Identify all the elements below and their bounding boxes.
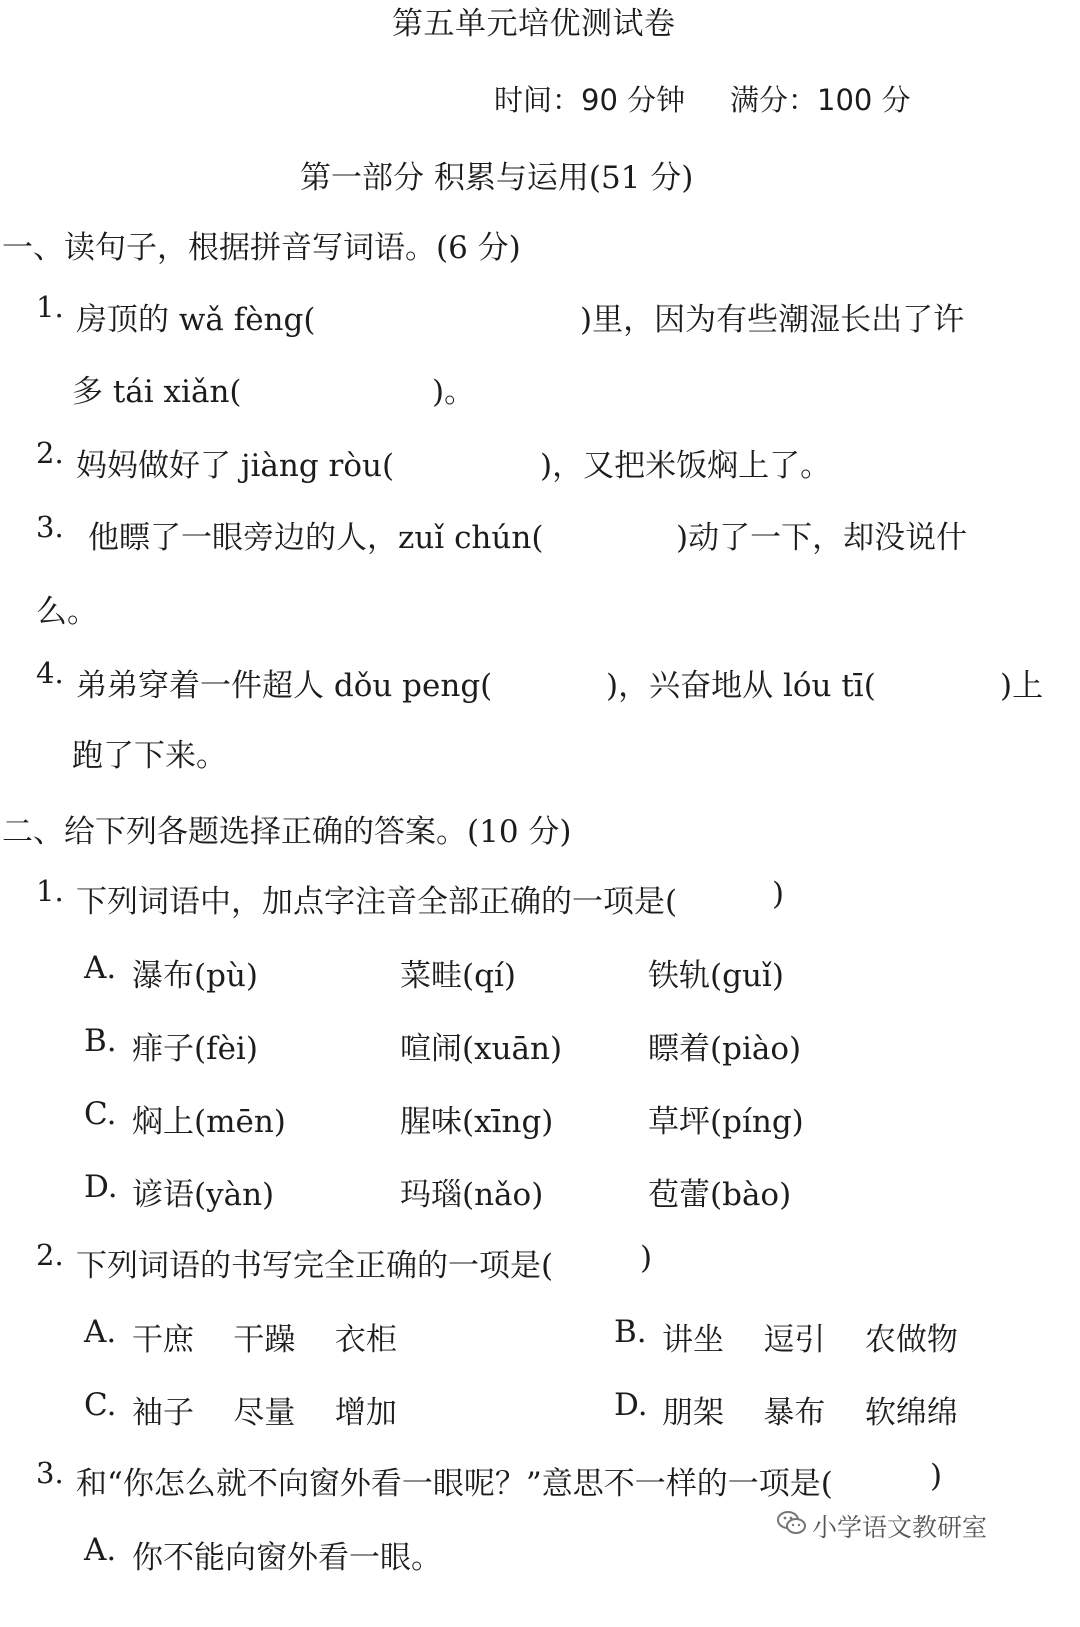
s1-q4-text-a: 弟弟穿着一件超人 dǒu peng( [76,668,493,704]
exam-full-score: 满分：100 分 [730,83,911,117]
s2-q1-option-word: 谚语(yàn) [132,1177,275,1213]
s2-q1-option-word: 铁轨(guǐ) [648,958,784,994]
s2-q1-option-word: 菜畦(qí) [400,958,516,994]
s2-q1-option-word: 瞟着(piào) [648,1031,802,1067]
s1-q4-number: 4. [36,656,64,690]
section2-title: 二、给下列各题选择正确的答案。 [2,814,467,850]
s1-q2-number: 2. [36,436,64,470]
s1-q2-text-b: )，又把米饭焖上了。 [540,448,832,484]
s1-q2-text-a: 妈妈做好了 jiàng ròu( [76,448,395,484]
s1-q3-text-b: )动了一下，却没说什 [676,520,968,556]
s2-q1-option-word: 草坪(píng) [648,1104,804,1140]
s2-q1-option-word: 瀑布(pù) [132,958,258,994]
s1-q1-number: 1. [36,290,64,324]
s2-q2-option-label: C. [84,1387,117,1423]
s1-q4-text-b: )，兴奋地从 lóu tī( [606,668,876,704]
s2-q1-option-label: C. [84,1096,117,1132]
s2-q1-option-word: 玛瑙(nǎo) [400,1177,544,1213]
s1-q3-text-c: 么。 [36,594,98,630]
s2-q1-number: 1. [36,874,64,908]
s1-q1-text-b: )里，因为有些潮湿长出了许 [580,302,965,338]
part-heading: 第一部分 积累与运用(51 分) [300,160,694,196]
s2-q2-option-label: D. [614,1387,648,1423]
s1-q4-text-c: )上 [1000,668,1044,704]
s1-q1-text-d: )。 [432,374,476,410]
s2-q2-option-text: 干庶 干躁 衣柜 [132,1322,397,1358]
page-title: 第五单元培优测试卷 [392,6,676,42]
s2-q3-stem: 和“你怎么就不向窗外看一眼呢？”意思不一样的一项是( [76,1466,833,1502]
s2-q1-option-word: 腥味(xīng) [400,1104,554,1140]
s2-q3-option-text: 你不能向窗外看一眼。 [132,1540,442,1576]
section1-title: 一、读句子，根据拼音写词语。 [2,230,436,266]
section2-heading [2,806,572,851]
s2-q2-close: ) [640,1240,653,1276]
watermark-text: 小学语文教研室 [812,1513,988,1542]
s2-q2-option-text: 袖子 尽量 增加 [132,1395,397,1431]
section1-heading [2,222,521,267]
s2-q1-option-word: 痱子(fèi) [132,1031,258,1067]
s2-q2-option-text: 讲坐 逗引 农做物 [662,1322,958,1358]
s2-q1-option-word: 喧闹(xuān) [400,1031,563,1067]
s1-q1-text-a: 房顶的 wǎ fèng( [76,302,316,338]
s1-q3-text-a: 他瞟了一眼旁边的人，zuǐ chún( [88,520,544,556]
s2-q2-option-label: A. [84,1314,117,1350]
wechat-icon [776,1507,808,1539]
exam-time: 时间：90 分钟 [494,83,686,117]
s2-q1-option-label: A. [84,950,117,986]
s2-q1-option-label: D. [84,1169,118,1205]
section2-points: (10 分) [467,814,572,850]
section1-points: (6 分) [436,230,521,266]
s2-q3-option-label: A. [84,1532,117,1568]
s1-q3-number: 3. [36,510,64,544]
s2-q2-option-text: 朋架 暴布 软绵绵 [662,1395,958,1431]
s2-q2-number: 2. [36,1238,64,1272]
s2-q2-stem: 下列词语的书写完全正确的一项是( [76,1248,554,1284]
s2-q1-option-label: B. [84,1023,117,1059]
s2-q1-option-word: 焖上(mēn) [132,1104,286,1140]
s2-q2-option-label: B. [614,1314,647,1350]
s2-q3-number: 3. [36,1456,64,1490]
s2-q1-option-word: 苞蕾(bào) [648,1177,792,1213]
s1-q1-text-c: 多 tái xiǎn( [72,374,242,410]
s2-q3-close: ) [930,1458,943,1494]
s2-q1-close: ) [772,876,785,912]
s1-q4-text-d: 跑了下来。 [72,738,227,774]
s2-q1-stem: 下列词语中，加点字注音全部正确的一项是( [76,884,678,920]
